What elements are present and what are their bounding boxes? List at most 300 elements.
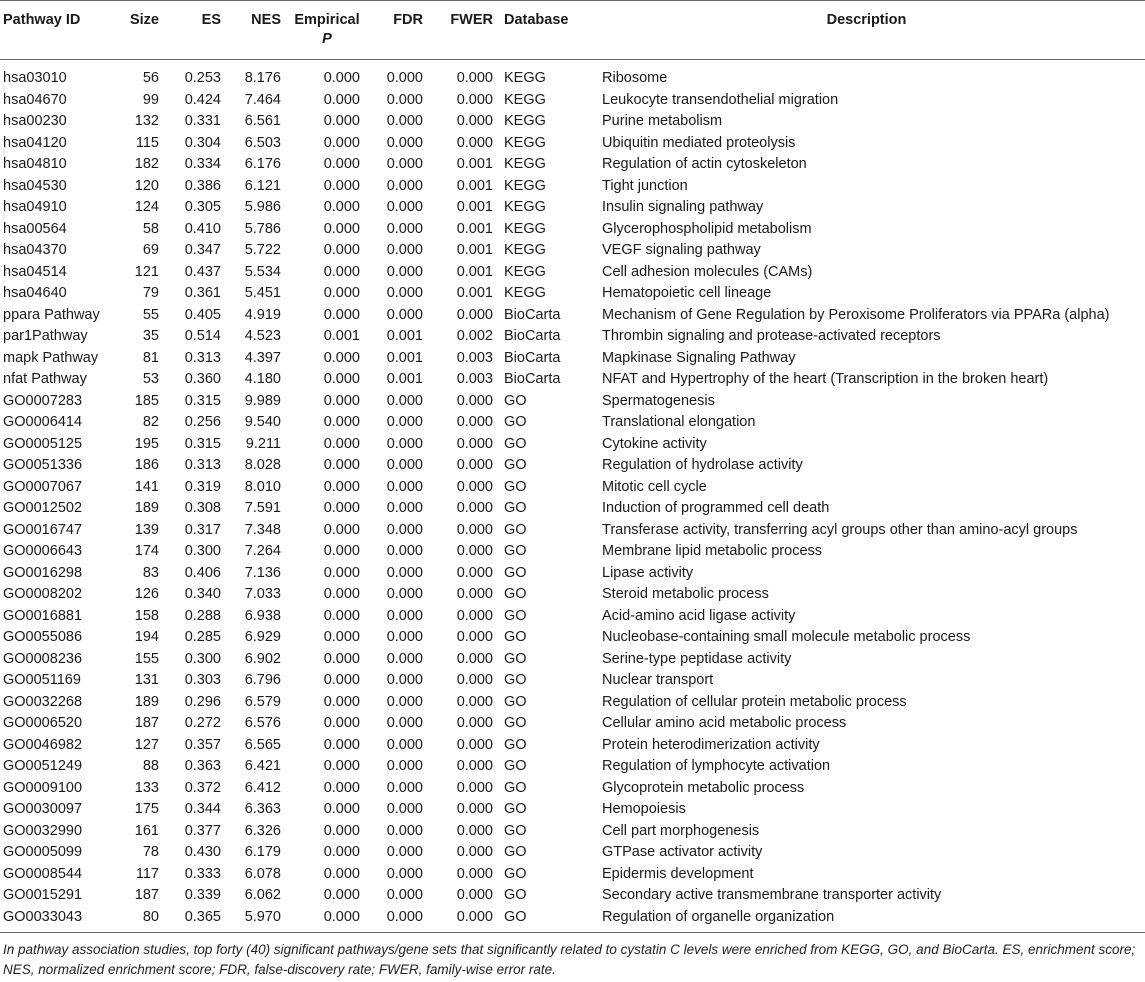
cell-nes: 6.326 (244, 822, 281, 839)
cell-database: GO (504, 457, 527, 473)
header-fdr: FDR (393, 12, 423, 28)
cell-fdr: 0.000 (386, 887, 423, 903)
cell-database: GO (504, 414, 527, 430)
cell-pathway-id: par1Pathway (3, 328, 88, 344)
cell-size: 195 (134, 435, 159, 452)
cell-size: 174 (134, 543, 159, 559)
cell-size: 124 (134, 199, 159, 215)
table-row (0, 692, 1145, 714)
cell-size: 194 (134, 629, 159, 645)
cell-fwer: 0.000 (456, 887, 493, 903)
cell-fwer: 0.000 (456, 629, 493, 645)
header-database: Database (504, 12, 569, 28)
cell-es: 0.377 (184, 822, 221, 839)
cell-fwer: 0.003 (456, 371, 493, 387)
cell-nes: 6.503 (244, 134, 281, 151)
cell-es: 0.331 (184, 113, 221, 129)
cell-empirical-p: 0.000 (323, 801, 360, 817)
table-row (0, 240, 1145, 262)
cell-es: 0.410 (184, 220, 221, 237)
cell-database: GO (504, 887, 527, 903)
cell-es: 0.406 (184, 564, 221, 581)
cell-database: KEGG (504, 70, 546, 86)
cell-nes: 5.722 (244, 242, 281, 258)
cell-fdr: 0.000 (386, 285, 423, 301)
cell-es: 0.372 (184, 779, 221, 796)
cell-database: GO (504, 435, 527, 452)
cell-database: GO (504, 801, 527, 817)
cell-empirical-p: 0.000 (323, 586, 360, 602)
table-row (0, 649, 1145, 671)
cell-pathway-id: hsa04530 (3, 177, 67, 194)
cell-nes: 7.136 (244, 564, 281, 581)
cell-es: 0.313 (184, 349, 221, 366)
cell-description: Cellular amino acid metabolic process (602, 715, 847, 731)
cell-fdr: 0.000 (386, 263, 423, 280)
cell-database: KEGG (504, 91, 546, 108)
cell-database: GO (504, 844, 527, 860)
cell-database: KEGG (504, 263, 546, 280)
cell-fwer: 0.001 (456, 263, 493, 280)
cell-fdr: 0.000 (386, 715, 423, 731)
cell-empirical-p: 0.000 (323, 693, 360, 710)
cell-pathway-id: GO0051249 (3, 758, 83, 774)
table-row (0, 326, 1145, 348)
cell-es: 0.405 (184, 306, 221, 323)
cell-fwer: 0.000 (456, 457, 493, 473)
cell-nes: 4.919 (244, 306, 281, 323)
table-row (0, 477, 1145, 499)
cell-description: Insulin signaling pathway (602, 199, 764, 215)
cell-database: GO (504, 908, 527, 925)
table-row (0, 842, 1145, 864)
cell-description: Steroid metabolic process (602, 586, 769, 602)
cell-empirical-p: 0.000 (323, 672, 360, 688)
cell-description: Hemopoiesis (602, 801, 686, 817)
cell-description: NFAT and Hypertrophy of the heart (Transcription in the broken heart) (602, 371, 1049, 387)
cell-nes: 6.421 (244, 758, 281, 774)
cell-fdr: 0.000 (386, 500, 423, 516)
cell-empirical-p: 0.000 (323, 500, 360, 516)
cell-database: GO (504, 392, 527, 409)
cell-database: GO (504, 629, 527, 645)
cell-database: KEGG (504, 199, 546, 215)
table-row (0, 778, 1145, 800)
cell-description: Glycoprotein metabolic process (602, 779, 805, 796)
cell-fdr: 0.000 (386, 908, 423, 925)
cell-empirical-p: 0.000 (323, 758, 360, 774)
cell-database: KEGG (504, 134, 546, 151)
cell-fwer: 0.000 (456, 414, 493, 430)
cell-size: 187 (134, 715, 159, 731)
cell-es: 0.304 (184, 134, 221, 151)
cell-es: 0.347 (184, 242, 221, 258)
cell-empirical-p: 0.000 (323, 371, 360, 387)
cell-empirical-p: 0.000 (323, 220, 360, 237)
cell-es: 0.313 (184, 457, 221, 473)
cell-nes: 7.033 (244, 586, 281, 602)
table-row (0, 434, 1145, 456)
cell-nes: 7.591 (244, 500, 281, 516)
cell-pathway-id: mapk Pathway (3, 349, 99, 366)
table-row (0, 133, 1145, 155)
cell-nes: 9.989 (244, 392, 281, 409)
cell-fwer: 0.001 (456, 220, 493, 237)
cell-fdr: 0.000 (386, 779, 423, 796)
cell-fdr: 0.000 (386, 199, 423, 215)
cell-description: Epidermis development (602, 865, 754, 882)
cell-description: Ubiquitin mediated proteolysis (602, 134, 796, 151)
cell-fwer: 0.000 (456, 70, 493, 86)
table-row (0, 262, 1145, 284)
cell-fdr: 0.000 (386, 177, 423, 194)
table-row (0, 735, 1145, 757)
cell-empirical-p: 0.000 (323, 349, 360, 366)
cell-fdr: 0.001 (386, 349, 423, 366)
cell-es: 0.430 (184, 844, 221, 860)
cell-pathway-id: GO0012502 (3, 500, 83, 516)
cell-fdr: 0.000 (386, 70, 423, 86)
cell-pathway-id: hsa00230 (3, 113, 67, 129)
cell-size: 127 (134, 736, 159, 753)
cell-fdr: 0.000 (386, 91, 423, 108)
cell-size: 82 (142, 414, 159, 430)
table-row (0, 391, 1145, 413)
cell-nes: 6.121 (244, 177, 281, 194)
cell-pathway-id: GO0008202 (3, 586, 83, 602)
cell-size: 69 (142, 242, 159, 258)
cell-database: BioCarta (504, 349, 561, 366)
cell-es: 0.253 (184, 70, 221, 86)
cell-database: BioCarta (504, 371, 561, 387)
cell-fdr: 0.000 (386, 607, 423, 624)
header-description: Description (826, 12, 907, 28)
cell-description: Thrombin signaling and protease-activated receptors (602, 328, 941, 344)
cell-pathway-id: GO0006414 (3, 414, 83, 430)
cell-nes: 9.211 (245, 435, 281, 452)
cell-es: 0.285 (184, 629, 221, 645)
cell-description: Ribosome (602, 70, 668, 86)
cell-nes: 6.579 (244, 693, 281, 710)
cell-pathway-id: GO0051336 (3, 457, 83, 473)
cell-nes: 6.176 (244, 156, 281, 172)
cell-es: 0.363 (184, 758, 221, 774)
header-row (0, 1, 1145, 60)
cell-size: 35 (142, 328, 159, 344)
cell-fdr: 0.000 (386, 134, 423, 151)
cell-es: 0.357 (184, 736, 221, 753)
cell-pathway-id: GO0006643 (3, 543, 83, 559)
cell-empirical-p: 0.000 (323, 91, 360, 108)
cell-pathway-id: GO0051169 (3, 672, 81, 688)
cell-fdr: 0.000 (386, 113, 423, 129)
table-row (0, 606, 1145, 628)
cell-pathway-id: hsa04514 (3, 263, 67, 280)
cell-nes: 6.062 (244, 887, 281, 903)
cell-pathway-id: hsa04910 (3, 199, 67, 215)
cell-description: Hematopoietic cell lineage (602, 285, 772, 301)
cell-pathway-id: GO0030097 (3, 801, 83, 817)
cell-database: GO (504, 564, 527, 581)
cell-nes: 8.010 (244, 478, 281, 495)
header-empirical-p (284, 1, 370, 60)
cell-nes: 7.464 (244, 91, 281, 108)
table-row (0, 885, 1145, 907)
cell-es: 0.361 (184, 285, 221, 301)
cell-empirical-p: 0.000 (323, 478, 360, 495)
cell-description: Regulation of actin cytoskeleton (602, 156, 807, 172)
cell-description: Regulation of lymphocyte activation (602, 758, 831, 774)
cell-pathway-id: GO0016298 (3, 564, 83, 581)
cell-fdr: 0.000 (386, 414, 423, 430)
cell-database: GO (504, 672, 527, 688)
cell-size: 139 (134, 521, 159, 538)
cell-empirical-p: 0.000 (323, 543, 360, 559)
cell-es: 0.339 (184, 887, 221, 903)
cell-description: Regulation of hydrolase activity (602, 457, 803, 473)
table-row (0, 60, 1145, 90)
table-row (0, 197, 1145, 219)
cell-fdr: 0.000 (386, 801, 423, 817)
cell-nes: 5.534 (244, 263, 281, 280)
cell-fdr: 0.001 (386, 371, 423, 387)
cell-size: 185 (134, 392, 159, 409)
cell-fwer: 0.001 (456, 177, 493, 194)
cell-es: 0.437 (184, 263, 221, 280)
cell-size: 117 (135, 865, 159, 882)
table-row (0, 541, 1145, 563)
cell-database: GO (504, 758, 527, 774)
cell-database: KEGG (504, 113, 546, 129)
cell-nes: 6.363 (244, 801, 281, 817)
table-row (0, 348, 1145, 370)
cell-size: 56 (142, 70, 159, 86)
cell-fdr: 0.001 (386, 328, 423, 344)
cell-pathway-id: GO0007067 (3, 478, 83, 495)
cell-pathway-id: GO0032990 (3, 822, 83, 839)
cell-description: Transferase activity, transferring acyl groups other than amino-acyl groups (602, 521, 1078, 538)
cell-fdr: 0.000 (386, 242, 423, 258)
table-row (0, 154, 1145, 176)
cell-es: 0.514 (184, 328, 221, 344)
cell-database: BioCarta (504, 306, 561, 323)
cell-database: KEGG (504, 177, 546, 194)
cell-description: Nuclear transport (602, 672, 714, 688)
cell-fwer: 0.000 (456, 650, 493, 667)
cell-database: GO (504, 500, 527, 516)
cell-description: Mapkinase Signaling Pathway (602, 349, 796, 366)
table-row (0, 520, 1145, 542)
cell-fwer: 0.000 (456, 586, 493, 602)
cell-description: Tight junction (602, 177, 688, 194)
cell-nes: 6.412 (244, 779, 281, 796)
cell-pathway-id: GO0005099 (3, 844, 83, 860)
cell-es: 0.272 (184, 715, 221, 731)
cell-fwer: 0.003 (456, 349, 493, 366)
cell-empirical-p: 0.000 (323, 177, 360, 194)
cell-database: GO (504, 607, 527, 624)
cell-pathway-id: nfat Pathway (3, 371, 87, 387)
cell-pathway-id: hsa04120 (3, 134, 67, 151)
cell-description: Secondary active transmembrane transporter activity (602, 887, 942, 903)
cell-nes: 8.028 (244, 457, 281, 473)
cell-database: GO (504, 543, 527, 559)
cell-es: 0.333 (184, 865, 221, 882)
cell-size: 182 (134, 156, 159, 172)
table-row (0, 90, 1145, 112)
cell-description: Serine-type peptidase activity (602, 650, 792, 667)
cell-fdr: 0.000 (386, 435, 423, 452)
cell-size: 187 (134, 887, 159, 903)
cell-empirical-p: 0.000 (323, 113, 360, 129)
table-footnote: In pathway association studies, top forty (40) significant pathways/gene sets that significantly related to cystatin C levels were enriched from KEGG, GO, and BioCarta. ES, enrichment score; NES, normalized enrichment score; FDR, false-discovery rate; FWER, family-wise error rate. (3, 942, 1136, 977)
cell-database: GO (504, 865, 527, 882)
header-nes: NES (251, 12, 281, 28)
cell-description: Protein heterodimerization activity (602, 736, 820, 753)
cell-fwer: 0.000 (456, 822, 493, 839)
cell-fwer: 0.000 (456, 392, 493, 409)
cell-description: Purine metabolism (602, 113, 723, 129)
cell-fwer: 0.001 (456, 199, 493, 215)
cell-description: Regulation of organelle organization (602, 908, 835, 925)
cell-description: VEGF signaling pathway (602, 242, 761, 258)
cell-fdr: 0.000 (386, 758, 423, 774)
table-row (0, 369, 1145, 391)
cell-fdr: 0.000 (386, 392, 423, 409)
header-size: Size (129, 12, 159, 28)
cell-empirical-p: 0.000 (323, 306, 360, 323)
cell-description: Glycerophospholipid metabolism (602, 220, 812, 237)
cell-empirical-p: 0.000 (323, 715, 360, 731)
table-row (0, 219, 1145, 241)
cell-empirical-p: 0.000 (323, 844, 360, 860)
cell-fwer: 0.000 (456, 134, 493, 151)
cell-fdr: 0.000 (386, 156, 423, 172)
table-header (0, 1, 1145, 60)
cell-pathway-id: GO0006520 (3, 715, 83, 731)
cell-size: 189 (134, 500, 159, 516)
cell-description: Leukocyte transendothelial migration (602, 91, 839, 108)
cell-empirical-p: 0.000 (323, 156, 360, 172)
table-row (0, 756, 1145, 778)
cell-fdr: 0.000 (386, 672, 423, 688)
cell-description: Spermatogenesis (602, 392, 715, 409)
header-fwer: FWER (450, 12, 493, 28)
cell-fwer: 0.000 (456, 758, 493, 774)
cell-es: 0.365 (184, 908, 221, 925)
cell-size: 58 (142, 220, 159, 237)
cell-empirical-p: 0.000 (323, 414, 360, 430)
cell-size: 80 (142, 908, 159, 925)
cell-nes: 6.902 (244, 650, 281, 667)
cell-nes: 6.561 (244, 113, 281, 129)
cell-es: 0.256 (184, 414, 221, 430)
cell-size: 126 (134, 586, 159, 602)
cell-empirical-p: 0.000 (323, 70, 360, 86)
cell-fwer: 0.000 (456, 693, 493, 710)
cell-fwer: 0.000 (456, 908, 493, 925)
cell-size: 78 (142, 844, 159, 860)
cell-empirical-p: 0.000 (323, 564, 360, 581)
cell-database: GO (504, 586, 527, 602)
cell-fwer: 0.000 (456, 715, 493, 731)
cell-description: Cytokine activity (602, 435, 707, 452)
cell-database: KEGG (504, 285, 546, 301)
cell-es: 0.305 (184, 199, 221, 215)
cell-nes: 5.970 (244, 908, 281, 925)
cell-pathway-id: hsa04810 (3, 156, 67, 172)
cell-nes: 4.180 (244, 371, 281, 387)
cell-fdr: 0.000 (386, 220, 423, 237)
cell-database: GO (504, 478, 527, 495)
cell-empirical-p: 0.000 (323, 887, 360, 903)
cell-nes: 6.565 (244, 736, 281, 753)
cell-database: GO (504, 779, 527, 796)
cell-nes: 7.264 (244, 543, 281, 559)
cell-pathway-id: GO0016881 (3, 607, 83, 624)
cell-empirical-p: 0.000 (323, 650, 360, 667)
cell-fwer: 0.000 (456, 478, 493, 495)
cell-size: 158 (134, 607, 159, 624)
cell-description: Mitotic cell cycle (602, 478, 707, 495)
cell-pathway-id: GO0055086 (3, 629, 83, 645)
cell-pathway-id: GO0008236 (3, 650, 83, 667)
cell-fwer: 0.000 (456, 736, 493, 753)
cell-fdr: 0.000 (386, 586, 423, 602)
cell-size: 175 (134, 801, 159, 817)
cell-empirical-p: 0.000 (323, 392, 360, 409)
cell-es: 0.296 (184, 693, 221, 710)
table-row (0, 412, 1145, 434)
cell-empirical-p: 0.000 (323, 865, 360, 882)
cell-description: Lipase activity (602, 564, 694, 581)
table-row (0, 563, 1145, 585)
cell-empirical-p: 0.000 (323, 457, 360, 473)
table-body (0, 60, 1145, 933)
cell-size: 88 (142, 758, 159, 774)
cell-es: 0.360 (184, 371, 221, 387)
cell-database: GO (504, 715, 527, 731)
cell-es: 0.303 (184, 672, 221, 688)
table-row (0, 283, 1145, 305)
cell-pathway-id: hsa03010 (3, 70, 67, 86)
cell-fwer: 0.000 (456, 521, 493, 538)
cell-empirical-p: 0.001 (323, 328, 360, 344)
cell-size: 186 (134, 457, 159, 473)
cell-pathway-id: GO0009100 (3, 779, 83, 796)
cell-nes: 5.986 (244, 199, 281, 215)
cell-empirical-p: 0.000 (323, 263, 360, 280)
cell-es: 0.288 (184, 607, 221, 624)
cell-size: 115 (135, 134, 159, 151)
table-row (0, 907, 1145, 933)
table-row (0, 821, 1145, 843)
cell-fwer: 0.000 (456, 500, 493, 516)
cell-nes: 6.179 (244, 844, 281, 860)
cell-database: KEGG (504, 242, 546, 258)
cell-pathway-id: hsa04640 (3, 285, 67, 301)
header-p-label: P (322, 31, 332, 47)
cell-description: Nucleobase-containing small molecule metabolic process (602, 629, 971, 645)
cell-fdr: 0.000 (386, 306, 423, 323)
cell-fdr: 0.000 (386, 564, 423, 581)
cell-empirical-p: 0.000 (323, 285, 360, 301)
cell-description: Mechanism of Gene Regulation by Peroxisome Proliferators via PPARa (alpha) (602, 306, 1110, 323)
cell-description: GTPase activator activity (602, 844, 763, 860)
cell-database: KEGG (504, 220, 546, 237)
cell-description: Cell adhesion molecules (CAMs) (602, 263, 813, 280)
cell-database: GO (504, 693, 527, 710)
